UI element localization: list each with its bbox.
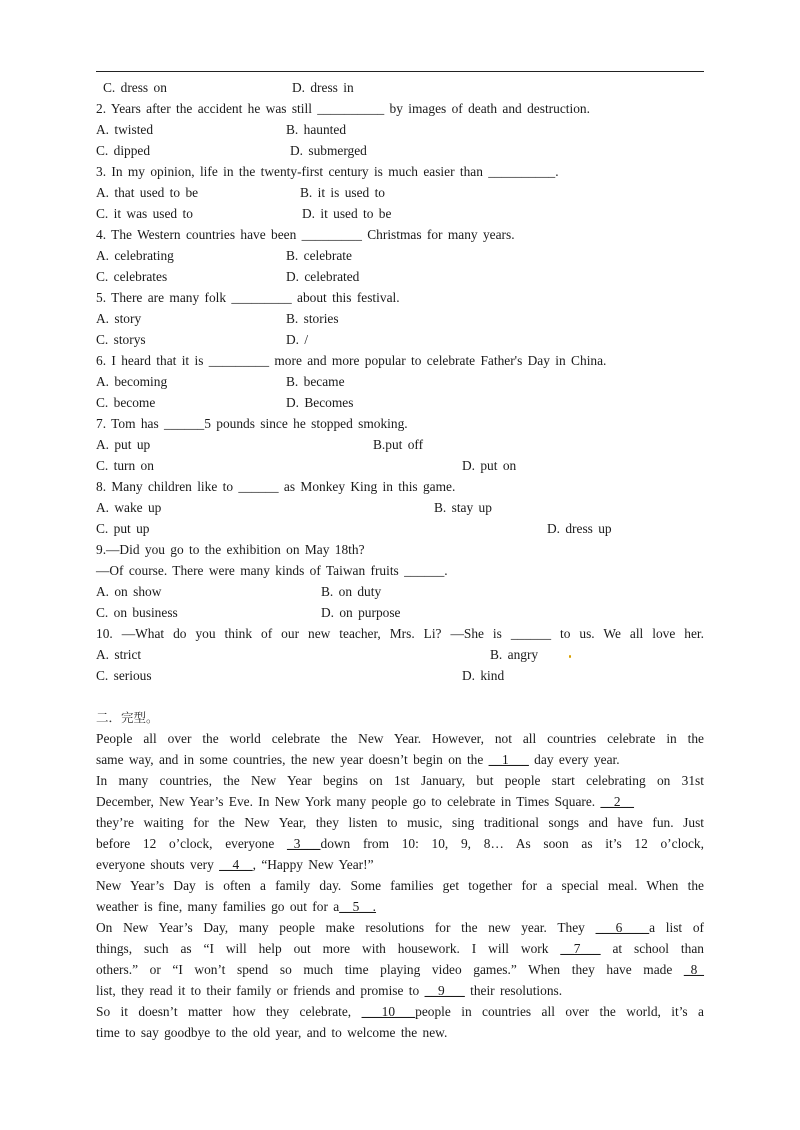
q4-stem: 4. The Western countries have been _________ Christmas for many years. — [96, 227, 515, 242]
yellow-mark — [569, 655, 571, 658]
q2-stem: 2. Years after the accident he was still __________ by images of death and destruction. — [96, 101, 590, 116]
q9-option-c: C. on business — [96, 605, 178, 620]
blank-10: ___10___ — [361, 1004, 416, 1019]
q6-option-a: A. becoming — [96, 374, 168, 389]
blank-1: __1___ — [488, 752, 529, 767]
q8-option-b: B. stay up — [434, 500, 492, 515]
q7-stem: 7. Tom has ______5 pounds since he stopped smoking. — [96, 416, 408, 431]
passage-line: People all over the world celebrate the New Year. However, not all countries celebrate in the — [96, 731, 704, 746]
blank-2: __2__ — [600, 794, 634, 809]
q4-option-a: A. celebrating — [96, 248, 174, 263]
q3-option-d: D. it used to be — [302, 206, 392, 221]
q2-option-a: A. twisted — [96, 122, 154, 137]
q1-option-d: D. dress in — [292, 80, 354, 95]
passage-line: same way, and in some countries, the new year doesn’t begin on the __1___ day every year. — [96, 752, 620, 767]
q3-option-b: B. it is used to — [300, 185, 386, 200]
q8-stem: 8. Many children like to ______ as Monkey King in this game. — [96, 479, 456, 494]
passage-line: time to say goodbye to the old year, and to welcome the new. — [96, 1025, 448, 1040]
q10-stem: 10. —What do you think of our new teacher, Mrs. Li? —She is ______ to us. We all love her. — [96, 626, 704, 641]
q2-option-c: C. dipped — [96, 143, 151, 158]
q3-stem: 3. In my opinion, life in the twenty-first century is much easier than __________. — [96, 164, 559, 179]
blank-9: __9___ — [424, 983, 465, 998]
blank-4: __4__ — [219, 857, 253, 872]
blank-3: _3___ — [287, 836, 321, 851]
q4-option-b: B. celebrate — [286, 248, 352, 263]
blank-8: _8_ — [683, 962, 704, 977]
q2-option-d: D. submerged — [290, 143, 367, 158]
q6-option-c: C. become — [96, 395, 156, 410]
passage-line: New Year’s Day is often a family day. Some families get together for a special meal. When the — [96, 878, 704, 893]
passage-line: weather is fine, many families go out for a__5__. — [96, 899, 377, 914]
q5-stem: 5. There are many folk _________ about this festival. — [96, 290, 400, 305]
q5-option-a: A. story — [96, 311, 142, 326]
q4-option-c: C. celebrates — [96, 269, 168, 284]
q6-option-b: B. became — [286, 374, 345, 389]
q3-option-a: A. that used to be — [96, 185, 199, 200]
passage-line: On New Year’s Day, many people make resolutions for the new year. They ___6____a list of — [96, 920, 704, 935]
passage-line: In many countries, the New Year begins on 1st January, but people start celebrating on 31st — [96, 773, 704, 788]
q8-option-a: A. wake up — [96, 500, 162, 515]
blank-7: __7___ — [560, 941, 601, 956]
q6-stem: 6. I heard that it is _________ more and more popular to celebrate Father's Day in China. — [96, 353, 607, 368]
blank-6: ___6____ — [595, 920, 650, 935]
q10-option-d: D. kind — [462, 668, 505, 683]
q9-stem-2: —Of course. There were many kinds of Taiwan fruits ______. — [96, 563, 448, 578]
q9-stem: 9.—Did you go to the exhibition on May 18th? — [96, 542, 365, 557]
q7-option-a: A. put up — [96, 437, 151, 452]
blank-5: __5__. — [339, 899, 377, 914]
q2-option-b: B. haunted — [286, 122, 347, 137]
q10-option-b: B. angry — [490, 647, 539, 662]
passage-line: they’re waiting for the New Year, they listen to music, sing traditional songs and have fun. Just — [96, 815, 704, 830]
header-rule — [96, 71, 704, 72]
q4-option-d: D. celebrated — [286, 269, 360, 284]
passage-line: others.” or “I won’t spend so much time playing video games.” When they have made _8_ — [96, 962, 704, 977]
q8-option-c: C. put up — [96, 521, 150, 536]
passage-line: list, they read it to their family or friends and promise to __9___ their resolutions. — [96, 983, 563, 998]
q7-option-d: D. put on — [462, 458, 517, 473]
q9-option-a: A. on show — [96, 584, 162, 599]
q5-option-b: B. stories — [286, 311, 339, 326]
q6-option-d: D. Becomes — [286, 395, 354, 410]
q9-option-b: B. on duty — [321, 584, 382, 599]
q5-option-d: D. / — [286, 332, 309, 347]
passage-line: things, such as “I will help out more with housework. I will work __7___ at school than — [96, 941, 704, 956]
section2-heading: 二．完型。 — [96, 710, 159, 725]
q8-option-d: D. dress up — [547, 521, 612, 536]
q7-option-b: B.put off — [373, 437, 424, 452]
q7-option-c: C. turn on — [96, 458, 154, 473]
q3-option-c: C. it was used to — [96, 206, 193, 221]
q1-option-c: C. dress on — [103, 80, 167, 95]
passage-line: before 12 o’clock, everyone _3___down from 10: 10, 9, 8… As soon as it’s 12 o’clock, — [96, 836, 704, 851]
q10-option-c: C. serious — [96, 668, 152, 683]
q10-option-a: A. strict — [96, 647, 142, 662]
passage-line: December, New Year’s Eve. In New York many people go to celebrate in Times Square. __2__ — [96, 794, 634, 809]
passage-line: So it doesn’t matter how they celebrate, ___10___people in countries all over the world, it’s a — [96, 1004, 704, 1019]
passage-line: everyone shouts very __4__, “Happy New Year!” — [96, 857, 374, 872]
q5-option-c: C. storys — [96, 332, 146, 347]
q9-option-d: D. on purpose — [321, 605, 401, 620]
